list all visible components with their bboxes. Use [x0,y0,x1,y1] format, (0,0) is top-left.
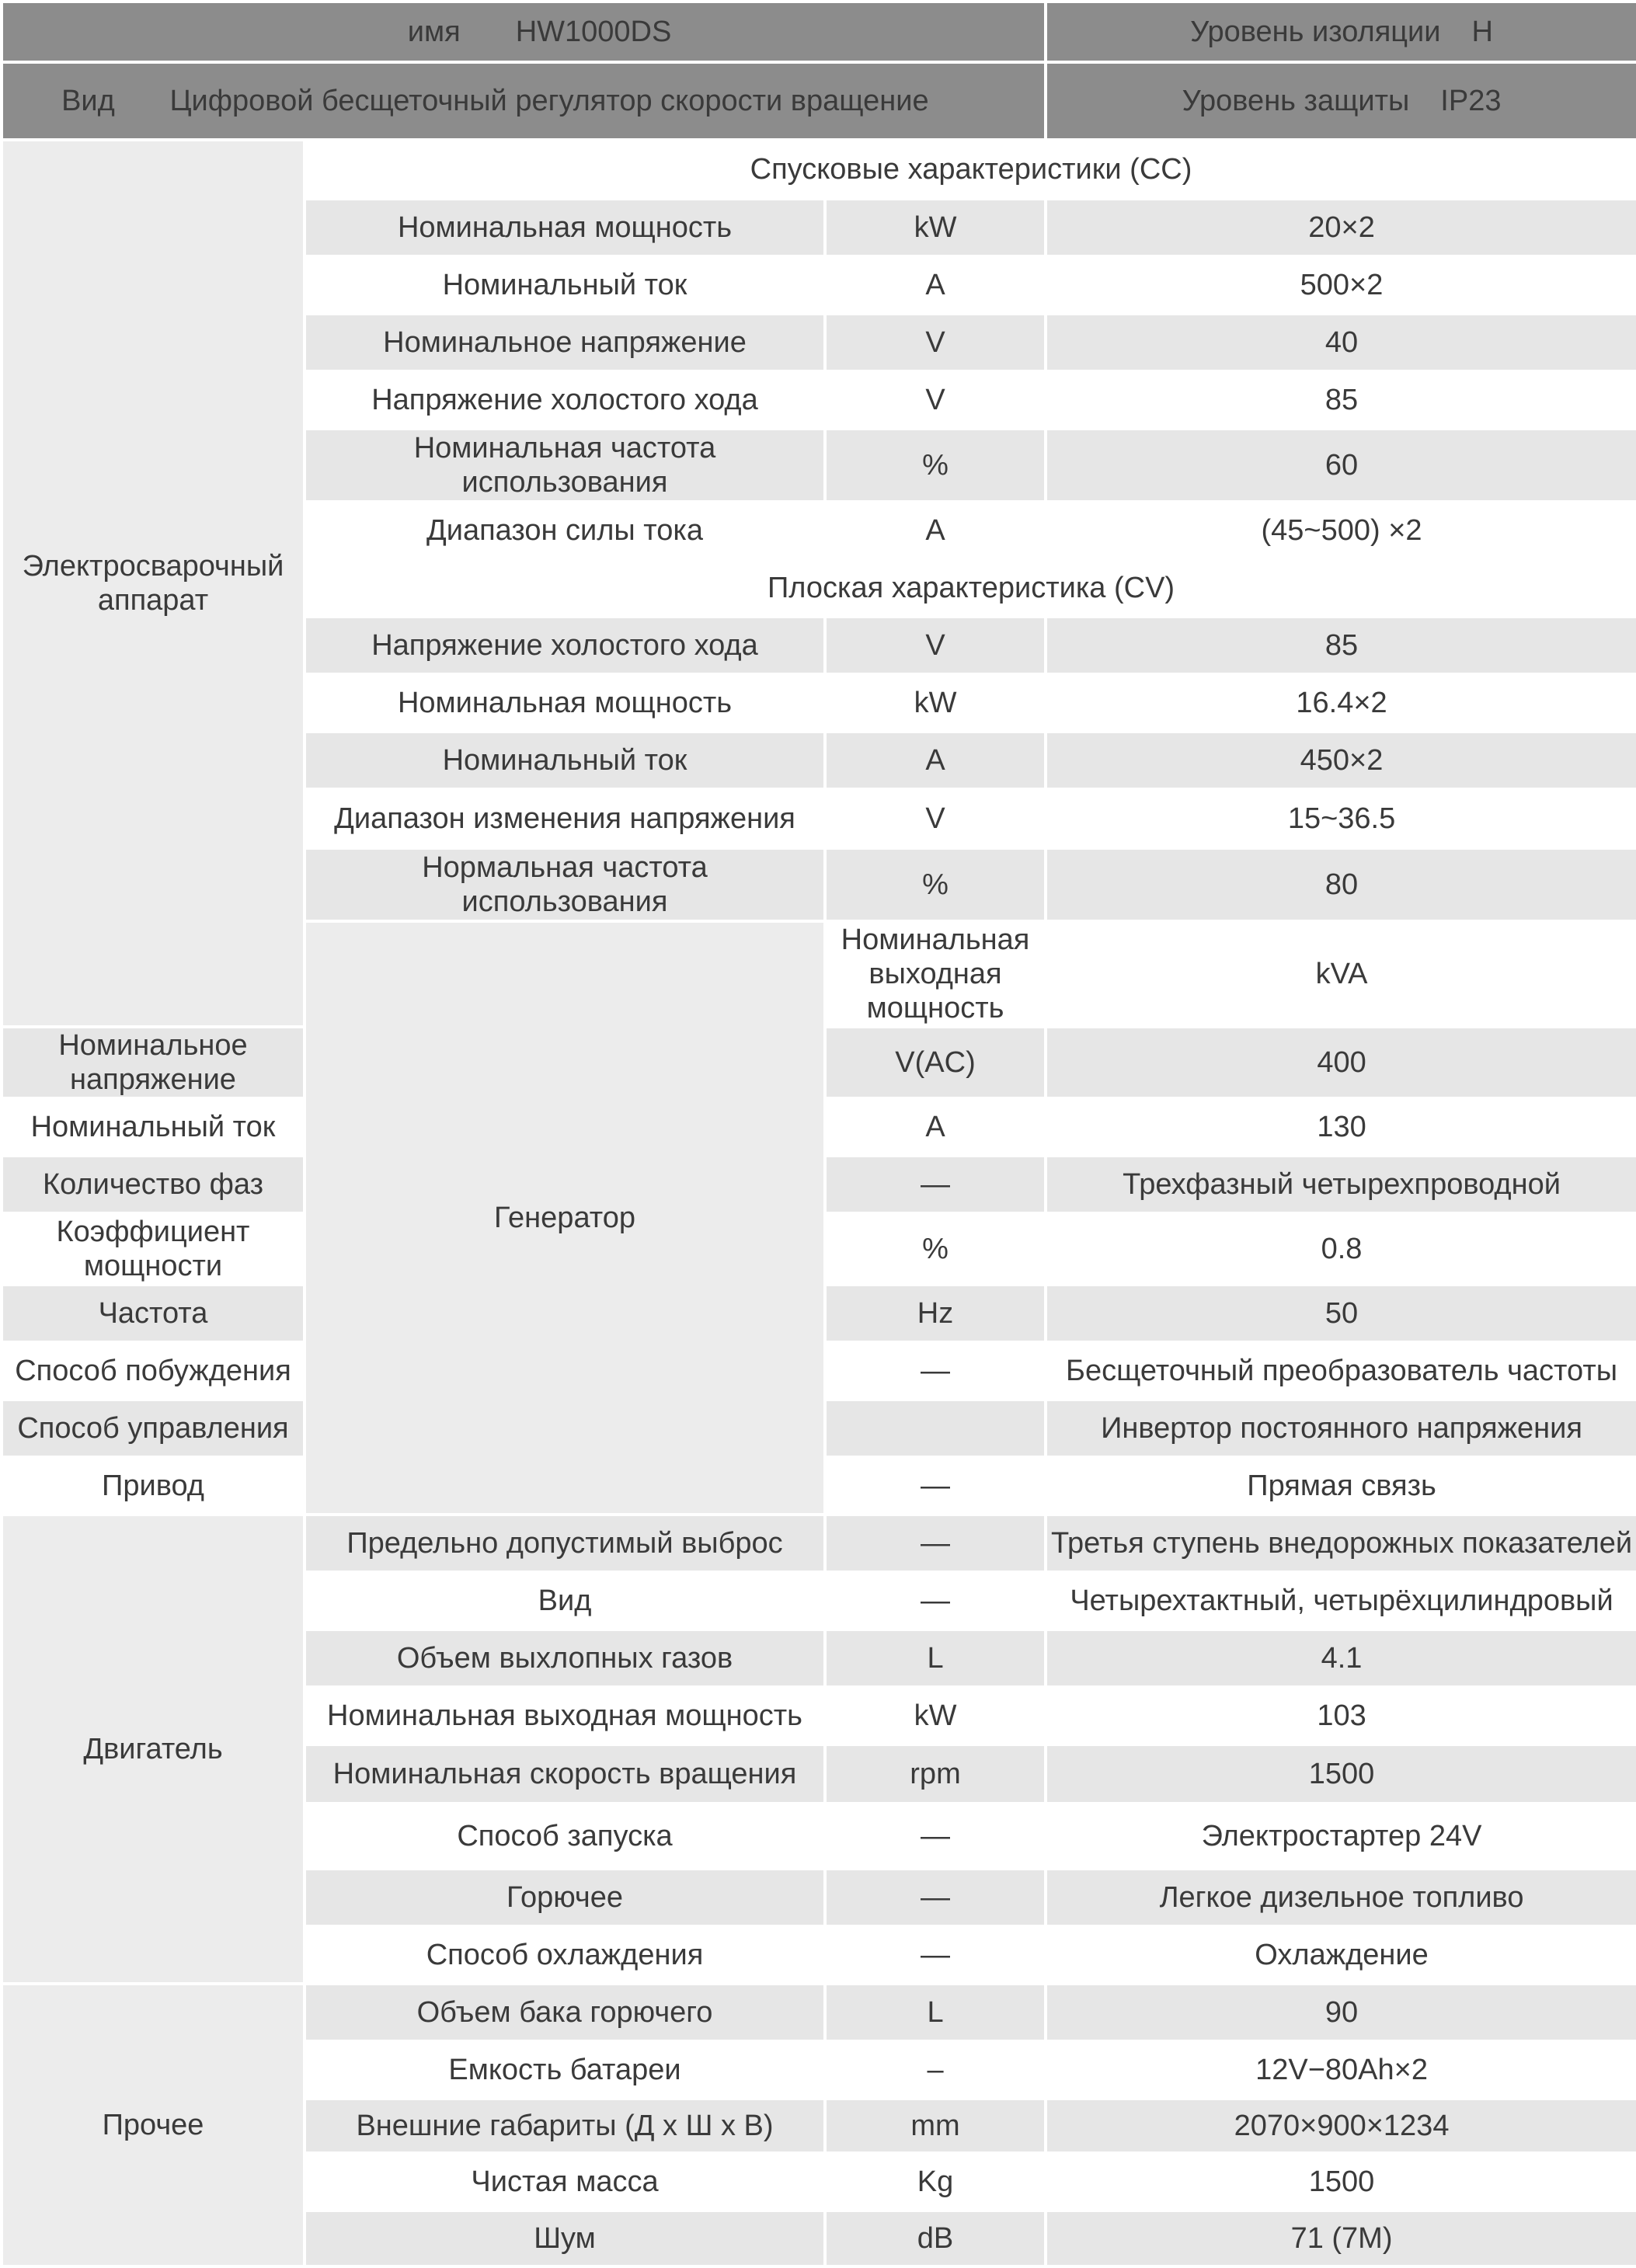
param-cell: Напряжение холостого хода [305,371,825,429]
unit-cell: V [825,617,1046,674]
param-cell: Номинальная скорость вращения [305,1744,825,1804]
value-cell: 20×2 [1046,199,1636,256]
unit-cell: — [825,1156,1046,1213]
value-cell: 400 [1046,1027,1636,1098]
param-cell: Номинальный ток [2,1098,305,1156]
param-cell: Способ управления [2,1400,305,1457]
param-cell: Номинальная мощность [305,674,825,732]
value-cell: 450×2 [1046,732,1636,789]
category-other: Прочее [2,1984,305,2266]
value-cell: 12V−80Ah×2 [1046,2041,1636,2099]
value-cell: 103 [1046,1687,1636,1744]
insulation-cell [1046,2,1636,62]
model-name: HW1000DS [515,16,672,48]
cv-subheader: Плоская характеристика (CV) [305,559,1636,617]
type-label: Вид [61,85,115,117]
unit-cell: Kg [825,2153,1046,2211]
value-cell: 15~36.5 [1046,789,1636,848]
unit-cell: A [825,256,1046,314]
category-generator: Генератор [305,921,825,1515]
param-cell: Номинальная частота использования [305,429,825,502]
unit-cell: V(AC) [825,1027,1046,1098]
value-cell: 500×2 [1046,256,1636,314]
unit-cell: — [825,1457,1046,1515]
param-cell: Коэффициент мощности [2,1213,305,1285]
value-cell: Прямая связь [1046,1457,1636,1515]
value-cell: Трехфазный четырехпроводной [1046,1156,1636,1213]
value-cell: Инвертор постоянного напряжения [1046,1400,1636,1457]
protection-label: Уровень защиты [1182,85,1410,117]
unit-cell: L [825,1984,1046,2041]
value-cell: Электростартер 24V [1046,1804,1636,1869]
param-cell: Номинальная мощность [305,199,825,256]
param-cell: Номинальная выходная мощность [305,1687,825,1744]
unit-cell: — [825,1515,1046,1572]
header-row-name [2,2,1636,62]
value-cell: Легкое дизельное топливо [1046,1869,1636,1926]
unit-cell: — [825,1342,1046,1400]
insulation-value: H [1471,16,1493,48]
name-label: имя [407,16,461,48]
unit-cell: Hz [825,1285,1046,1342]
value-cell: 16.4×2 [1046,674,1636,732]
value-cell: 1500 [1046,1744,1636,1804]
param-cell: Номинальный ток [305,732,825,789]
unit-cell: kW [825,1687,1046,1744]
param-cell: Номинальное напряжение [305,314,825,371]
unit-cell: % [825,429,1046,502]
unit-cell: L [825,1630,1046,1687]
unit-cell: V [825,789,1046,848]
value-cell: 80 [1046,848,1636,921]
param-cell: Внешние габариты (Д х Ш х В) [305,2099,825,2153]
param-cell: Объем бака горючего [305,1984,825,2041]
value-cell: 2070×900×1234 [1046,2099,1636,2153]
unit-cell: A [825,502,1046,559]
unit-cell: A [825,732,1046,789]
unit-cell: % [825,848,1046,921]
param-cell: Чистая масса [305,2153,825,2211]
unit-cell: kW [825,199,1046,256]
unit-cell [825,1400,1046,1457]
header-row-type [2,62,1636,140]
category-engine: Двигатель [2,1515,305,1984]
param-cell: Вид [305,1572,825,1630]
value-cell: 4.1 [1046,1630,1636,1687]
value-cell: 60 [1046,429,1636,502]
type-value: Цифровой бесщеточный регулятор скорости вращение [169,85,929,117]
param-cell: Диапазон силы тока [305,502,825,559]
table-row [2,140,1636,199]
value-cell: (45~500) ×2 [1046,502,1636,559]
param-cell: Способ охлаждения [305,1926,825,1984]
value-cell: 71 (7M) [1046,2211,1636,2266]
value-cell: 50 [1046,1285,1636,1342]
param-cell: Объем выхлопных газов [305,1630,825,1687]
param-cell: Напряжение холостого хода [305,617,825,674]
param-cell: Способ побуждения [2,1342,305,1400]
table-row [2,1515,1636,1572]
insulation-label: Уровень изоляции [1190,16,1441,48]
param-cell: Предельно допустимый выброс [305,1515,825,1572]
param-cell: Нормальная частота использования [305,848,825,921]
param-cell: Способ запуска [305,1804,825,1869]
protection-value: IP23 [1440,85,1502,117]
unit-cell: — [825,1804,1046,1869]
unit-cell: % [825,1213,1046,1285]
unit-cell: – [825,2041,1046,2099]
value-cell: 1500 [1046,2153,1636,2211]
param-cell: Горючее [305,1869,825,1926]
category-welder: Электросварочный аппарат [2,140,305,1027]
value-cell: 90 [1046,1984,1636,2041]
unit-cell: V [825,314,1046,371]
value-cell: Бесщеточный преобразователь частоты [1046,1342,1636,1400]
type-cell [2,62,1046,140]
value-cell: 130 [1046,1098,1636,1156]
param-cell: Номинальное напряжение [2,1027,305,1098]
param-cell: Емкость батареи [305,2041,825,2099]
param-cell: Диапазон изменения напряжения [305,789,825,848]
value-cell: 40 [1046,314,1636,371]
cc-subheader: Спусковые характеристики (CC) [305,140,1636,199]
unit-cell: A [825,1098,1046,1156]
table-row [2,1984,1636,2041]
param-cell: Шум [305,2211,825,2266]
param-cell: Частота [2,1285,305,1342]
unit-cell: rpm [825,1744,1046,1804]
protection-cell [1046,62,1636,140]
unit-cell: mm [825,2099,1046,2153]
value-cell: Третья ступень внедорожных показателей [1046,1515,1636,1572]
param-cell: Привод [2,1457,305,1515]
value-cell: 85 [1046,617,1636,674]
name-cell [2,2,1046,62]
param-cell: Количество фаз [2,1156,305,1213]
unit-cell: V [825,371,1046,429]
param-cell: Номинальный ток [305,256,825,314]
value-cell: Охлаждение [1046,1926,1636,1984]
unit-cell: dB [825,2211,1046,2266]
unit-cell: kVA [1046,921,1636,1027]
value-cell: 85 [1046,371,1636,429]
unit-cell: kW [825,674,1046,732]
unit-cell: — [825,1869,1046,1926]
unit-cell: — [825,1926,1046,1984]
param-cell: Номинальная выходная мощность [825,921,1046,1027]
unit-cell: — [825,1572,1046,1630]
value-cell: Четырехтактный, четырёхцилиндровый [1046,1572,1636,1630]
value-cell: 0.8 [1046,1213,1636,1285]
